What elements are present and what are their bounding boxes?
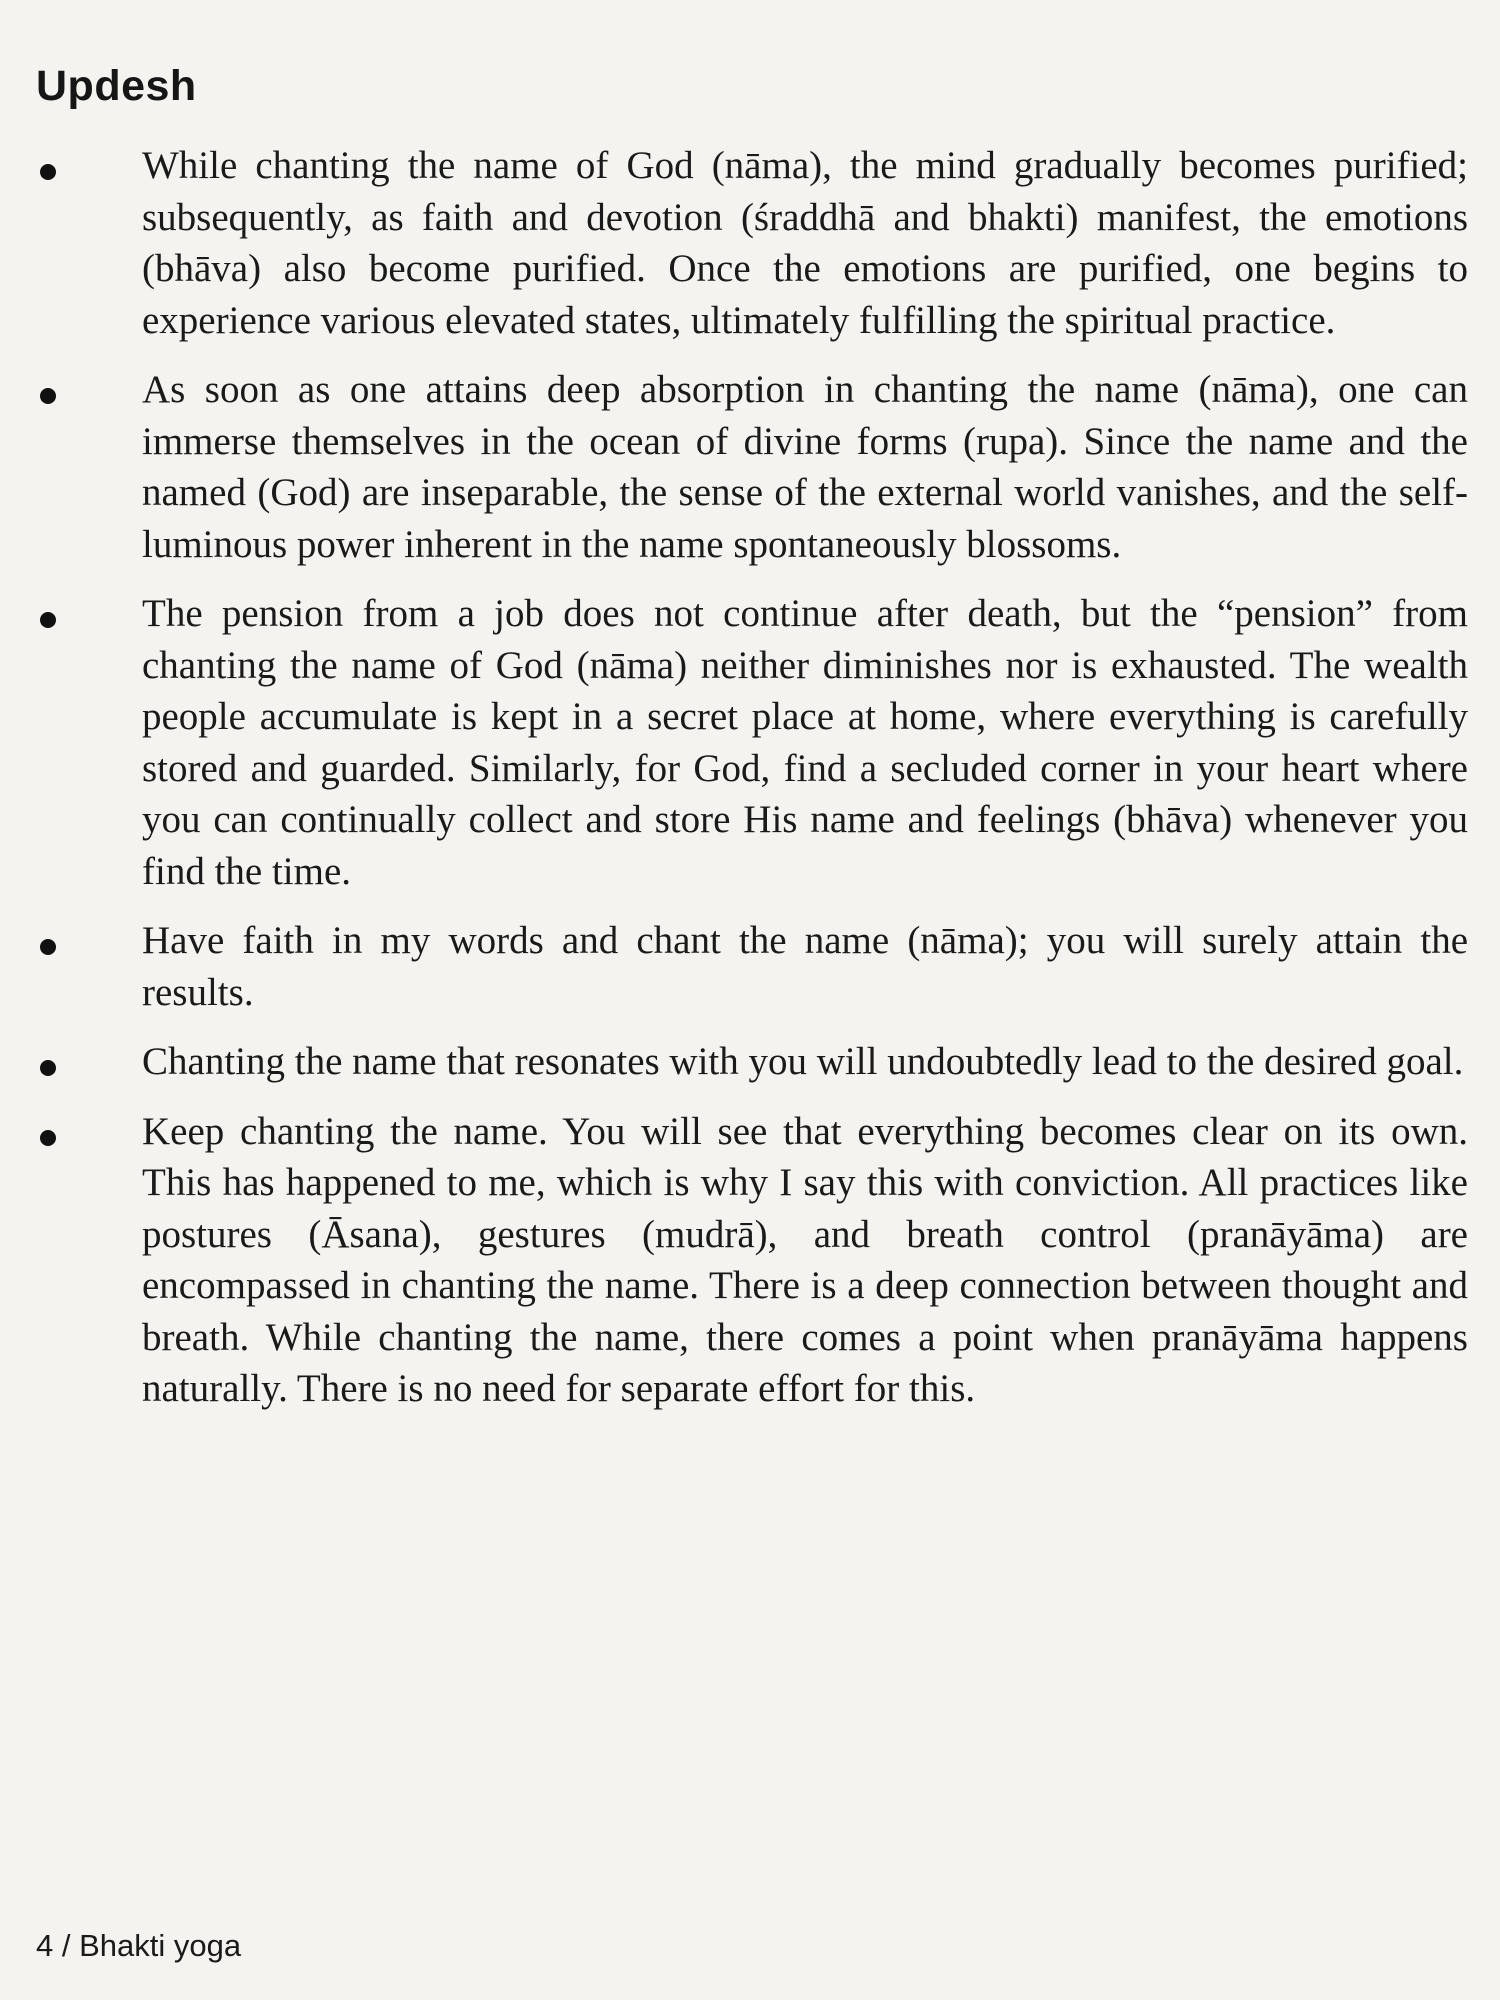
bullet-text: Chanting the name that resonates with you will undoubtedly lead to the desired goal. xyxy=(142,1040,1464,1083)
bullet-item-5 xyxy=(36,1036,1468,1088)
bullet-icon xyxy=(40,1130,56,1146)
bullet-icon xyxy=(40,1060,56,1076)
book-title: Bhakti yoga xyxy=(79,1928,242,1963)
bullet-item-1 xyxy=(36,140,1468,346)
bullet-text: The pension from a job does not continue after death, but the “pension” from chanting the name of God (nāma) neither diminishes nor is exhausted. The wealth people accumulate is kept in a secret place at home, where everything is carefully stored and guarded. Similarly, for God, find a secluded corner in your heart where you can continually collect and store His name and feelings (bhāva) whenever you find the time. xyxy=(142,592,1468,893)
bullet-item-2 xyxy=(36,364,1468,570)
page-number: 4 xyxy=(36,1928,54,1963)
bullet-icon xyxy=(40,939,56,955)
bullet-icon xyxy=(40,388,56,404)
section-heading: Updesh xyxy=(36,62,197,110)
bullet-item-4 xyxy=(36,915,1468,1018)
bullet-text: While chanting the name of God (nāma), the mind gradually becomes purified; subsequently, as faith and devotion (śraddhā and bhakti) manifest, the emotions (bhāva) also become purified. Once the emotions are purified, one begins to experience various elevated states, ultimately fulfilling the spiritual practice. xyxy=(142,144,1468,342)
bullet-list xyxy=(36,140,1468,1433)
bullet-item-6 xyxy=(36,1106,1468,1415)
bullet-text: Keep chanting the name. You will see that everything becomes clear on its own. This has happened to me, which is why I say this with conviction. All practices like postures (Āsana), gestures (mudrā), and breath control (pranāyāma) are encompassed in chanting the name. There is a deep connection between thought and breath. While chanting the name, there comes a point when pranāyāma happens naturally. There is no need for separate effort for this. xyxy=(142,1109,1468,1410)
bullet-item-3 xyxy=(36,588,1468,897)
bullet-text: As soon as one attains deep absorption in chanting the name (nāma), one can immerse themselves in the ocean of divine forms (rupa). Since the name and the named (God) are inseparable, the sense of the external world vanishes, and the self-luminous power inherent in the name spontaneously blossoms. xyxy=(142,368,1468,566)
bullet-icon xyxy=(40,164,56,180)
page-footer xyxy=(36,1928,241,1964)
footer-separator: / xyxy=(61,1928,71,1963)
bullet-icon xyxy=(40,612,56,628)
bullet-text: Have faith in my words and chant the name (nāma); you will surely attain the results. xyxy=(142,919,1468,1014)
